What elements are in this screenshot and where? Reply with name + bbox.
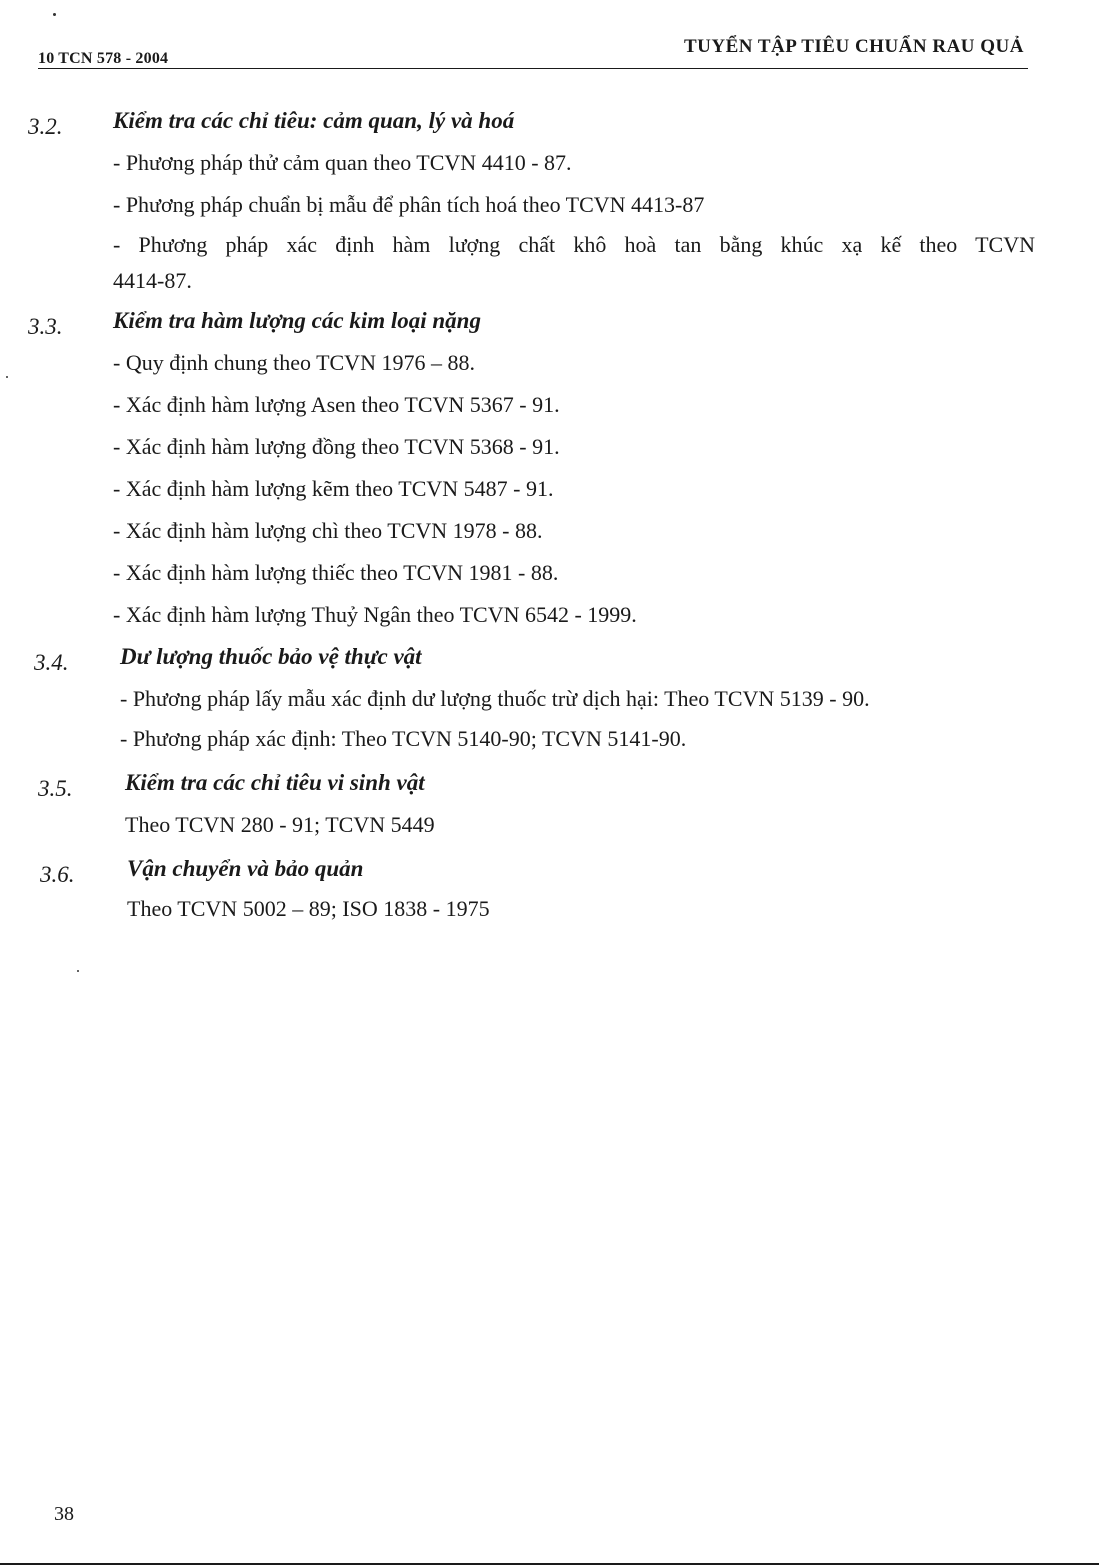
- scan-speck: [77, 970, 79, 972]
- body-line: - Quy định chung theo TCVN 1976 – 88.: [113, 350, 475, 375]
- header-divider: [38, 68, 1028, 69]
- section-title: Dư lượng thuốc bảo vệ thực vật: [120, 644, 422, 669]
- body-line: - Xác định hàm lượng đồng theo TCVN 5368 - 91.: [113, 434, 560, 459]
- body-line: - Xác định hàm lượng Asen theo TCVN 5367 - 91.: [113, 392, 560, 417]
- body-line: - Phương pháp thử cảm quan theo TCVN 4410 - 87.: [113, 150, 572, 175]
- body-line: - Phương pháp lấy mẫu xác định dư lượng thuốc trừ dịch hại: Theo TCVN 5139 - 90.: [120, 686, 870, 711]
- scan-speck: [53, 13, 56, 16]
- section-title: Kiểm tra hàm lượng các kim loại nặng: [113, 308, 481, 333]
- section-title: Vận chuyển và bảo quản: [127, 856, 364, 881]
- page-bottom-edge: [0, 1563, 1099, 1565]
- page-number: 38: [54, 1503, 74, 1525]
- section-number: 3.3.: [28, 314, 63, 339]
- body-line: - Phương pháp xác định hàm lượng chất khô hoà tan bằng khúc xạ kế theo TCVN: [113, 232, 1035, 257]
- body-line: - Phương pháp xác định: Theo TCVN 5140-90; TCVN 5141-90.: [120, 726, 687, 751]
- section-number: 3.5.: [38, 776, 73, 801]
- body-line: - Xác định hàm lượng kẽm theo TCVN 5487 - 91.: [113, 476, 554, 501]
- body-line: 4414-87.: [113, 268, 192, 293]
- scan-speck: [6, 376, 8, 378]
- body-line: - Xác định hàm lượng thiếc theo TCVN 1981 - 88.: [113, 560, 559, 585]
- body-line: - Xác định hàm lượng chì theo TCVN 1978 - 88.: [113, 518, 543, 543]
- section-title: Kiểm tra các chỉ tiêu vi sinh vật: [125, 770, 425, 795]
- section-number: 3.4.: [34, 650, 69, 675]
- body-line: - Phương pháp chuẩn bị mẫu để phân tích hoá theo TCVN 4413-87: [113, 192, 705, 217]
- section-number: 3.2.: [28, 114, 63, 139]
- page-header: [38, 36, 1028, 70]
- body-line: - Xác định hàm lượng Thuỷ Ngân theo TCVN 6542 - 1999.: [113, 602, 637, 627]
- section-number: 3.6.: [40, 862, 75, 887]
- body-line: Theo TCVN 280 - 91; TCVN 5449: [125, 812, 435, 837]
- section-title: Kiểm tra các chỉ tiêu: cảm quan, lý và hoá: [113, 108, 515, 133]
- collection-title: TUYỂN TẬP TIÊU CHUẨN RAU QUẢ: [683, 36, 1024, 57]
- document-code: 10 TCN 578 - 2004: [38, 50, 169, 67]
- body-line: Theo TCVN 5002 – 89; ISO 1838 - 1975: [127, 896, 490, 921]
